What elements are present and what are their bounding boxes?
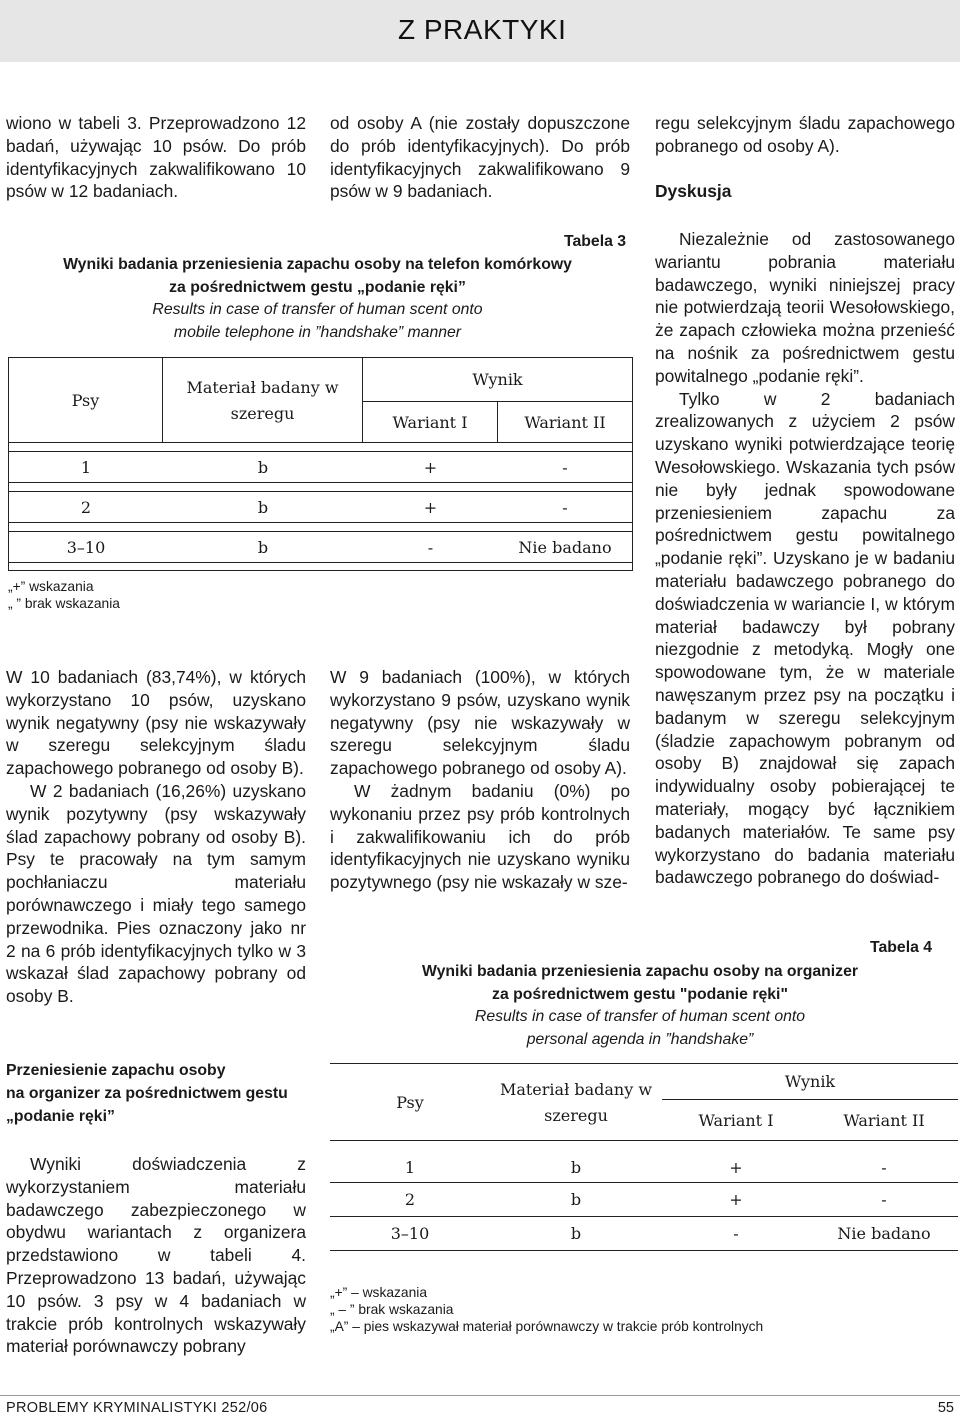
table4-header-wariant2: Wariant II: [810, 1099, 958, 1141]
table-row: [330, 1183, 958, 1217]
cell-material: b: [490, 1183, 662, 1217]
paragraph: Wyniki doświadczenia z wykorzystaniem materiału badawczego zabezpieczonego w obydwu wariantach z organizera przedstawiono w tabeli 4. Przeprowadzono 13 badań, używając 10 psów. 3 psy w 4 badaniach w trakcie prób kontrolnych wskazywały materiał porównawczy pobrany: [6, 1154, 306, 1357]
cell-wariant2: -: [810, 1183, 958, 1217]
journal-name: PROBLEMY KRYMINALISTYKI 252/06: [6, 1400, 268, 1416]
table4-header-psy: Psy: [330, 1063, 490, 1141]
cell-material: b: [490, 1217, 662, 1251]
table4-header-material: [490, 1063, 662, 1141]
header-line: szeregu: [544, 1106, 608, 1125]
table4-header-wynik: Wynik: [662, 1063, 958, 1099]
table3-legend: [8, 578, 120, 612]
legend-item: „+” wskazania: [8, 579, 94, 594]
table4-caption: [340, 961, 940, 1051]
cell-wariant1: +: [662, 1183, 810, 1217]
cell-material: b: [163, 491, 363, 523]
table3-header-material: [163, 357, 363, 443]
table3-header-wariant2: Wariant II: [498, 401, 633, 443]
col1-bottom-text: [6, 1153, 306, 1358]
table4-subtitle-line1: Results in case of transfer of human scent onto: [474, 1008, 806, 1026]
legend-item: „+” – wskazania: [330, 1285, 428, 1300]
cell-psy: 2: [8, 491, 163, 523]
table4-subtitle-line2: personal agenda in ”handshake”: [526, 1030, 754, 1048]
table-row: [8, 491, 633, 523]
cell-wariant2: Nie badano: [498, 531, 633, 563]
footer-divider: [0, 1395, 960, 1396]
header-line: Materiał badany w: [186, 378, 339, 397]
table3-header-wariant1: Wariant I: [363, 401, 498, 443]
cell-material: b: [163, 451, 363, 483]
cell-wariant1: -: [662, 1217, 810, 1251]
table3-number: Tabela 3: [564, 233, 627, 250]
cell-wariant2: Nie badano: [810, 1217, 958, 1251]
paragraph: W 9 badaniach (100%), w których wykorzystano 9 psów, uzyskano wynik negatywny (psy nie wskazywały w szeregu selekcyjnym śladu zapachowego pobranego od osoby A).: [330, 667, 630, 779]
page-number: 55: [937, 1400, 954, 1416]
cell-wariant1: -: [363, 531, 498, 563]
table3-title-line1: Wyniki badania przeniesienia zapachu osoby na telefon komórkowy: [63, 256, 572, 273]
table4-title-line1: Wyniki badania przeniesienia zapachu osoby na organizer: [422, 963, 858, 980]
paragraph: Tylko w 2 badaniach zrealizowanych z użyciem 2 psów uzyskano wyniki potwierdzające teorię Wesołowskiego. Wskazania tych psów nie były jednak spowodowane przeniesieniem zapachu za pośrednictwem gestu powitalnego „podanie ręki”. Uzyskano je w badaniu materiału badawczego pobranego do doświadczenia w wariancie I, w którym materiał badawczy był pobrany niezgodnie z metodyką. Mogły one spowodowane tym, że w materiale nawęszanym przez psy na początku i badanym w szeregu selekcyjnym (śladzie zapachowym pobranym od osoby B) znajdował się zapach indywidualny osoby pobierającej te materiały, mogący być łącznikiem badanych materiałów. Te same psy wykorzystano do badania materiału badawczego pobranego do doświad-: [655, 388, 955, 888]
cell-wariant1: +: [363, 491, 498, 523]
cell-psy: 3–10: [330, 1217, 490, 1251]
cell-psy: 2: [330, 1183, 490, 1217]
table3-header-psy: Psy: [8, 357, 163, 443]
col2-top-text: [330, 112, 630, 203]
table4-header-wariant1: Wariant I: [662, 1099, 810, 1141]
header-line: Materiał badany w: [499, 1080, 653, 1099]
section-heading-organizer: [6, 1060, 306, 1128]
col1-mid-text: [6, 666, 306, 1008]
table3-subtitle-line1: Results in case of transfer of human scent onto: [152, 301, 483, 319]
section-heading-dyskusja: Dyskusja: [655, 181, 732, 201]
cell-material: b: [490, 1153, 662, 1183]
paragraph: W żadnym badaniu (0%) po wykonaniu przez psy prób kontrolnych i zakwalifikowaniu ich do prób identyfikacyjnych nie uzyskano wyniku pozytywnego (psy nie wskazały w sze-: [330, 780, 630, 893]
table-row: [330, 1153, 958, 1183]
col1-top-text: [6, 112, 306, 203]
cell-psy: 1: [330, 1153, 490, 1183]
paragraph: W 10 badaniach (83,74%), w których wykorzystano 10 psów, uzyskano wynik negatywny (psy nie wskazywały w szeregu selekcyjnym śladu zapachowego pobranego od osoby B).: [6, 667, 306, 779]
table-row: [8, 451, 633, 483]
section-title: Z PRAKTYKI: [398, 14, 567, 45]
legend-item: „A” – pies wskazywał materiał porównawczy w trakcie prób kontrolnych: [330, 1319, 764, 1334]
col3-top-text: [655, 112, 955, 158]
table4-legend: [330, 1284, 763, 1335]
table3-title-line2: za pośrednictwem gestu „podanie ręki”: [169, 278, 466, 296]
cell-wariant2: -: [810, 1153, 958, 1183]
cell-wariant1: +: [363, 451, 498, 483]
paragraph: regu selekcyjnym śladu zapachowego pobranego od osoby A).: [655, 113, 955, 156]
table4-number: Tabela 4: [870, 939, 933, 956]
col2-mid-text: [330, 666, 630, 894]
table3-subtitle-line2: mobile telephone in ”handshake” manner: [173, 323, 462, 341]
table3-caption: [10, 254, 625, 344]
table3-header-wynik: Wynik: [363, 357, 633, 401]
heading-line: „podanie ręki”: [6, 1107, 115, 1125]
col3-body-text: [655, 228, 955, 889]
table4-title-line2: za pośrednictwem gestu "podanie ręki": [492, 985, 788, 1003]
paragraph: od osoby A (nie zostały dopuszczone do prób identyfikacyjnych). Do prób identyfikacyjnych zakwalifikowano 9 psów w 9 badaniach.: [330, 113, 630, 202]
paragraph: W 2 badaniach (16,26%) uzyskano wynik pozytywny (psy wskazywały ślad zapachowy pobrany od osoby B). Psy te pracowały na tym samym pochłaniaczu materiału porównawczego i miały tego samego przewodnika. Pies oznaczony jako nr 2 na 6 prób identyfikacyjnych tylko w 3 wskazał ślad zapachowy pobrany od osoby B.: [6, 780, 306, 1007]
cell-psy: 1: [8, 451, 163, 483]
legend-item: „ – ” brak wskazania: [330, 1302, 454, 1317]
table4: [330, 1063, 958, 1251]
paragraph: Niezależnie od zastosowanego wariantu pobrania materiału badawczego, wyniki niniejszej pracy nie potwierdzają teorii Wesołowskiego, że zapach człowieka można przenieść na nośnik za pośrednictwem gestu powitalnego „podanie ręki”.: [655, 229, 955, 386]
cell-wariant2: -: [498, 451, 633, 483]
paragraph: wiono w tabeli 3. Przeprowadzono 12 badań, używając 10 psów. Do prób identyfikacyjnych zakwalifikowano 10 psów w 12 badaniach.: [6, 113, 306, 202]
table3: [8, 357, 633, 571]
cell-material: b: [163, 531, 363, 563]
cell-wariant2: -: [498, 491, 633, 523]
heading-line: Przeniesienie zapachu osoby: [6, 1062, 226, 1079]
heading-line: na organizer za pośrednictwem gestu: [6, 1084, 288, 1102]
header-line: szeregu: [230, 404, 295, 423]
table-row: [330, 1217, 958, 1251]
table-row: [8, 531, 633, 563]
legend-item: „ ” brak wskazania: [8, 596, 120, 611]
cell-wariant1: +: [662, 1153, 810, 1183]
cell-psy: 3–10: [8, 531, 163, 563]
